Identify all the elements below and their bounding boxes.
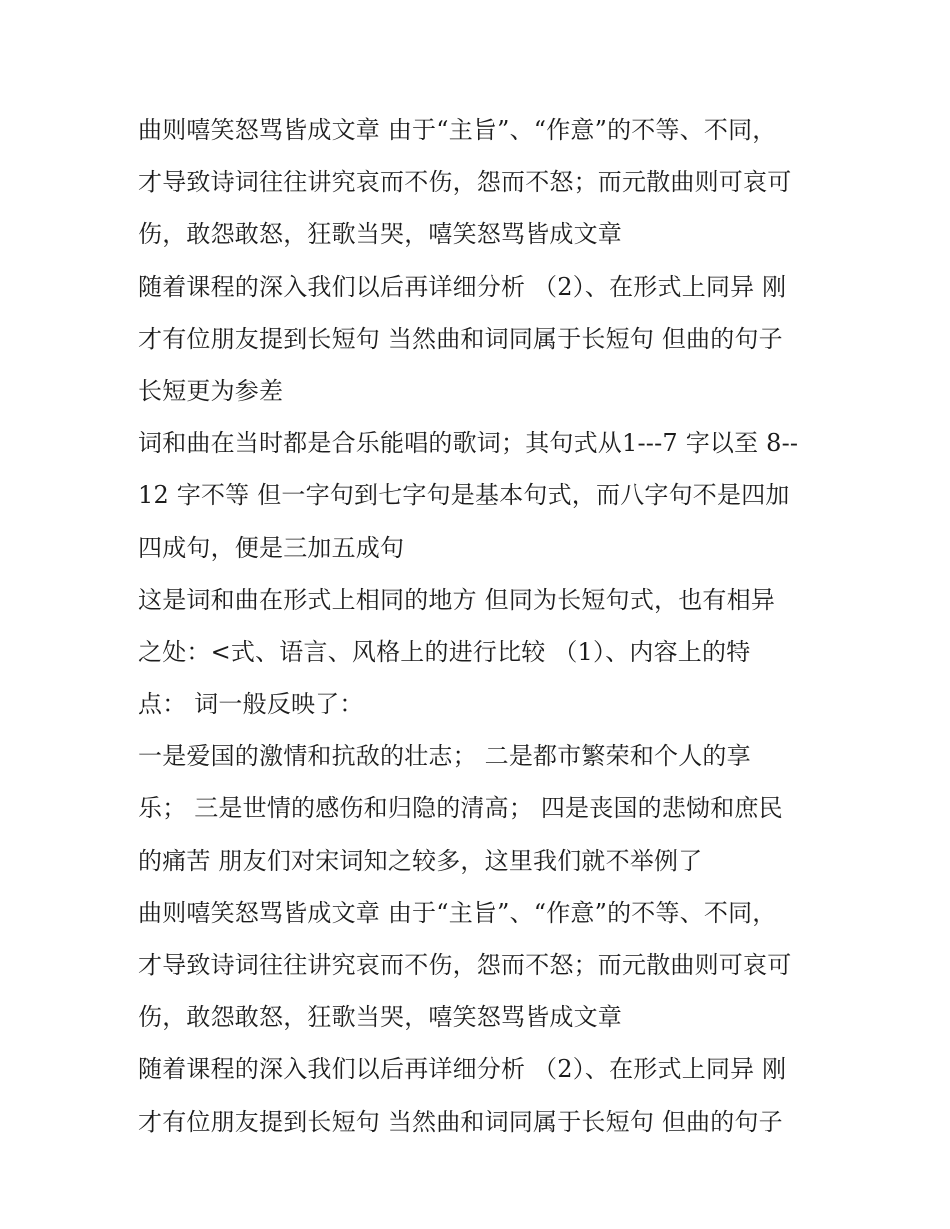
body-text: [138, 104, 828, 1148]
text-line: 才有位朋友提到长短句 当然曲和词同属于长短句 但曲的句子: [138, 324, 783, 353]
text-line: 12 字不等 但一字句到七字句是基本句式，而八字句不是四加: [138, 481, 790, 510]
text-line: 乐； 三是世情的感伤和归隐的清高； 四是丧国的悲恸和庶民: [138, 794, 783, 823]
text-line: 曲则嘻笑怒骂皆成文章 由于“主旨”、“作意”的不等、不同，: [138, 898, 777, 927]
text-line: 才导致诗词往往讲究哀而不伤，怨而不怒；而元散曲则可哀可: [138, 951, 792, 979]
text-line: 四成句，便是三加五成句: [138, 533, 405, 562]
text-line: 才导致诗词往往讲究哀而不伤，怨而不怒；而元散曲则可哀可: [138, 168, 792, 197]
text-line: 才有位朋友提到长短句 当然曲和词同属于长短句 但曲的句子: [138, 1107, 783, 1136]
text-line: 一是爱国的激情和抗敌的壮志； 二是都市繁荣和个人的享: [138, 742, 751, 771]
text-line: 随着课程的深入我们以后再详细分析 （2）、在形式上同异 刚: [138, 272, 787, 301]
text-line: 之处：<式、语言、风格上的进行比较 （1）、内容上的特: [138, 637, 751, 666]
text-line: 的痛苦 朋友们对宋词知之较多，这里我们就不举例了: [138, 846, 703, 875]
text-line: 这是词和曲在形式上相同的地方 但同为长短句式，也有相异: [138, 585, 776, 614]
text-line: 长短更为参差: [138, 376, 284, 405]
text-line: 曲则嘻笑怒骂皆成文章 由于“主旨”、“作意”的不等、不同，: [138, 116, 777, 144]
text-line: 词和曲在当时都是合乐能唱的歌词；其句式从1---7 字以至 8--: [138, 429, 799, 458]
text-line: 伤，敢怨敢怒，狂歌当哭，嘻笑怒骂皆成文章: [138, 1003, 622, 1032]
text-line: 点： 词一般反映了：: [138, 690, 364, 719]
text-line: 随着课程的深入我们以后再详细分析 （2）、在形式上同异 刚: [138, 1055, 787, 1084]
text-line: 伤，敢怨敢怒，狂歌当哭，嘻笑怒骂皆成文章: [138, 220, 622, 249]
